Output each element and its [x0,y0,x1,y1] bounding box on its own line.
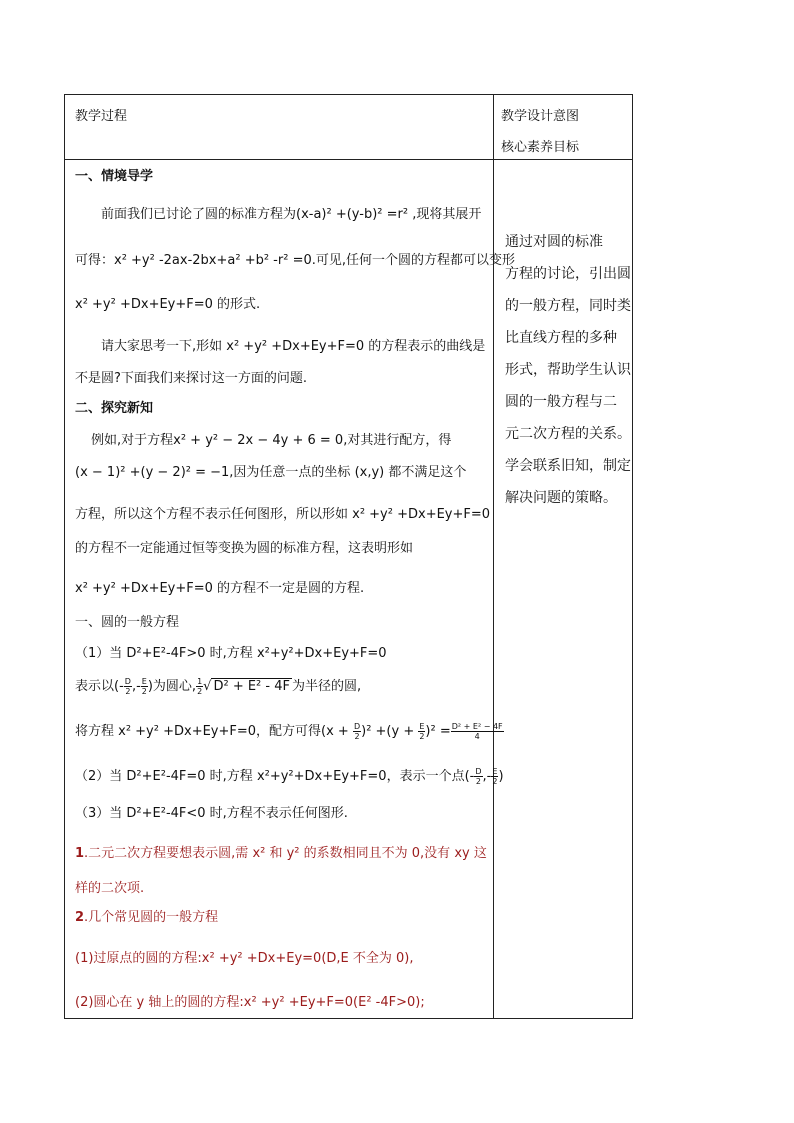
case-2-close: ) [498,769,504,784]
fraction-e-over-2: $\frac{E}{2}$ [492,767,498,786]
minus-sign: - [469,769,475,784]
fraction-e-over-2: $\frac{E}{2}$ [419,722,425,741]
para-3c: 方程，所以这个方程不表示任何图形，所以形如 x² +y² +Dx+Ey+F=0 [75,507,491,522]
header-right-line2: 核心素养目标 [501,140,580,155]
side-line-1: 通过对圆的标准 [505,234,603,250]
case-2: （2）当 D²+E²-4F=0 时,方程 x²+y²+Dx+Ey+F=0，表示一个点(- $\frac{D}{2}$ ,- $\frac{E}{2}$ ) [75,767,504,786]
para-3a: 例如,对于方程x² + y² − 2x − 4y + 6 = 0,对其进行配方，得 [91,433,452,448]
lesson-table [64,94,633,1019]
fraction-e-over-2: $\frac{E}{2}$ [141,677,147,696]
para-1b: 可得：x² +y² -2ax-2bx+a² +b² -r² =0.可见,任何一个圆的方程都可以变形 [75,253,515,268]
para-3d: 的方程不一定能通过恒等变换为圆的标准方程，这表明形如 [75,541,414,556]
note-2a: (1)过原点的圆的方程:x² +y² +Dx+Ey=0(D,E 不全为 0), [75,951,414,966]
note-2-text: .几个常见圆的一般方程 [84,910,219,925]
side-line-8: 学会联系旧知，制定 [505,458,631,474]
section-title-2: 二、探究新知 [75,401,154,416]
case-1-text-mid: )为圆心, [147,679,197,694]
header-left: 教学过程 [75,109,128,124]
minus-sign: - [136,679,141,694]
fraction-d-over-2: $\frac{D}{2}$ [124,677,131,696]
para-2b: 不是圆?下面我们来探讨这一方面的问题. [75,371,308,386]
case-3: （3）当 D²+E²-4F<0 时,方程不表示任何图形. [75,806,348,821]
side-line-5: 形式，帮助学生认识 [505,362,631,378]
side-line-6: 圆的一般方程与二 [505,394,617,410]
para-3b: (x − 1)² +(y − 2)² = −1,因为任意一点的坐标 (x,y) 都不满足这个 [75,465,467,480]
para-1c: x² +y² +Dx+Ey+F=0 的形式. [75,297,261,312]
side-line-2: 方程的讨论，引出圆 [505,266,631,282]
case-2-text: （2）当 D²+E²-4F=0 时,方程 x²+y²+Dx+Ey+F=0，表示一个点( [75,769,470,784]
para-1a: 前面我们已讨论了圆的标准方程为(x-a)² +(y-b)² =r² ,现将其展开 [101,207,482,222]
case-1-text-pre: 表示以( [75,679,120,694]
para-3e: x² +y² +Dx+Ey+F=0 的方程不一定是圆的方程. [75,581,365,596]
fraction-one-half: $\frac{1}{2}$ [197,677,203,696]
case-1-center-radius: 表示以(- $\frac{D}{2}$ ,- $\frac{E}{2}$ )为圆心, $\frac{1}{2}$ √ D² + E² - 4F 为半径的圆, [75,677,362,696]
completing-square-line [75,722,504,741]
sqrt-expression: D² + E² - 4F [213,679,290,694]
completing-square-pre: 将方程 x² +y² +Dx+Ey+F=0，配方可得(x + [75,724,353,739]
column-divider [493,95,494,1018]
note-1-text: .二元二次方程要想表示圆,需 x² 和 y² 的系数相同且不为 0,没有 xy 这 [84,846,487,861]
completing-square-mid: )² +(y + [361,724,419,739]
minus-sign: - [119,679,124,694]
side-line-4: 比直线方程的多种 [505,330,617,346]
note-2 [75,910,218,926]
case-1: （1）当 D²+E²-4F>0 时,方程 x²+y²+Dx+Ey+F=0 [75,646,387,661]
header-right-line1: 教学设计意图 [501,109,580,124]
note-2-number: 2 [75,910,85,925]
side-line-7: 元二次方程的关系。 [505,426,631,442]
para-2a: 请大家思考一下,形如 x² +y² +Dx+Ey+F=0 的方程表示的曲线是 [101,339,486,354]
fraction-d-over-2: $\frac{D}{2}$ [353,722,361,741]
header-divider [65,159,632,160]
fraction-rhs: $\frac{\text{D² + E² − 4F}}{4}$ [451,722,503,741]
side-line-3: 的一般方程，同时类 [505,298,631,314]
note-1-number: 1 [75,846,85,861]
case-1-text-post: 为半径的圆, [291,679,362,694]
note-1 [75,846,487,862]
note-2b: (2)圆心在 y 轴上的圆的方程:x² +y² +Ey+F=0(E² -4F>0); [75,995,425,1010]
subheading-general-equation: 一、圆的一般方程 [75,615,180,630]
completing-square-post: )² = [425,724,451,739]
fraction-d-over-2: $\frac{D}{2}$ [475,767,482,786]
minus-sign: - [486,769,492,784]
section-title-1: 一、情境导学 [75,169,154,184]
side-line-9: 解决问题的策略。 [505,490,617,506]
note-1-cont: 样的二次项. [75,881,145,896]
